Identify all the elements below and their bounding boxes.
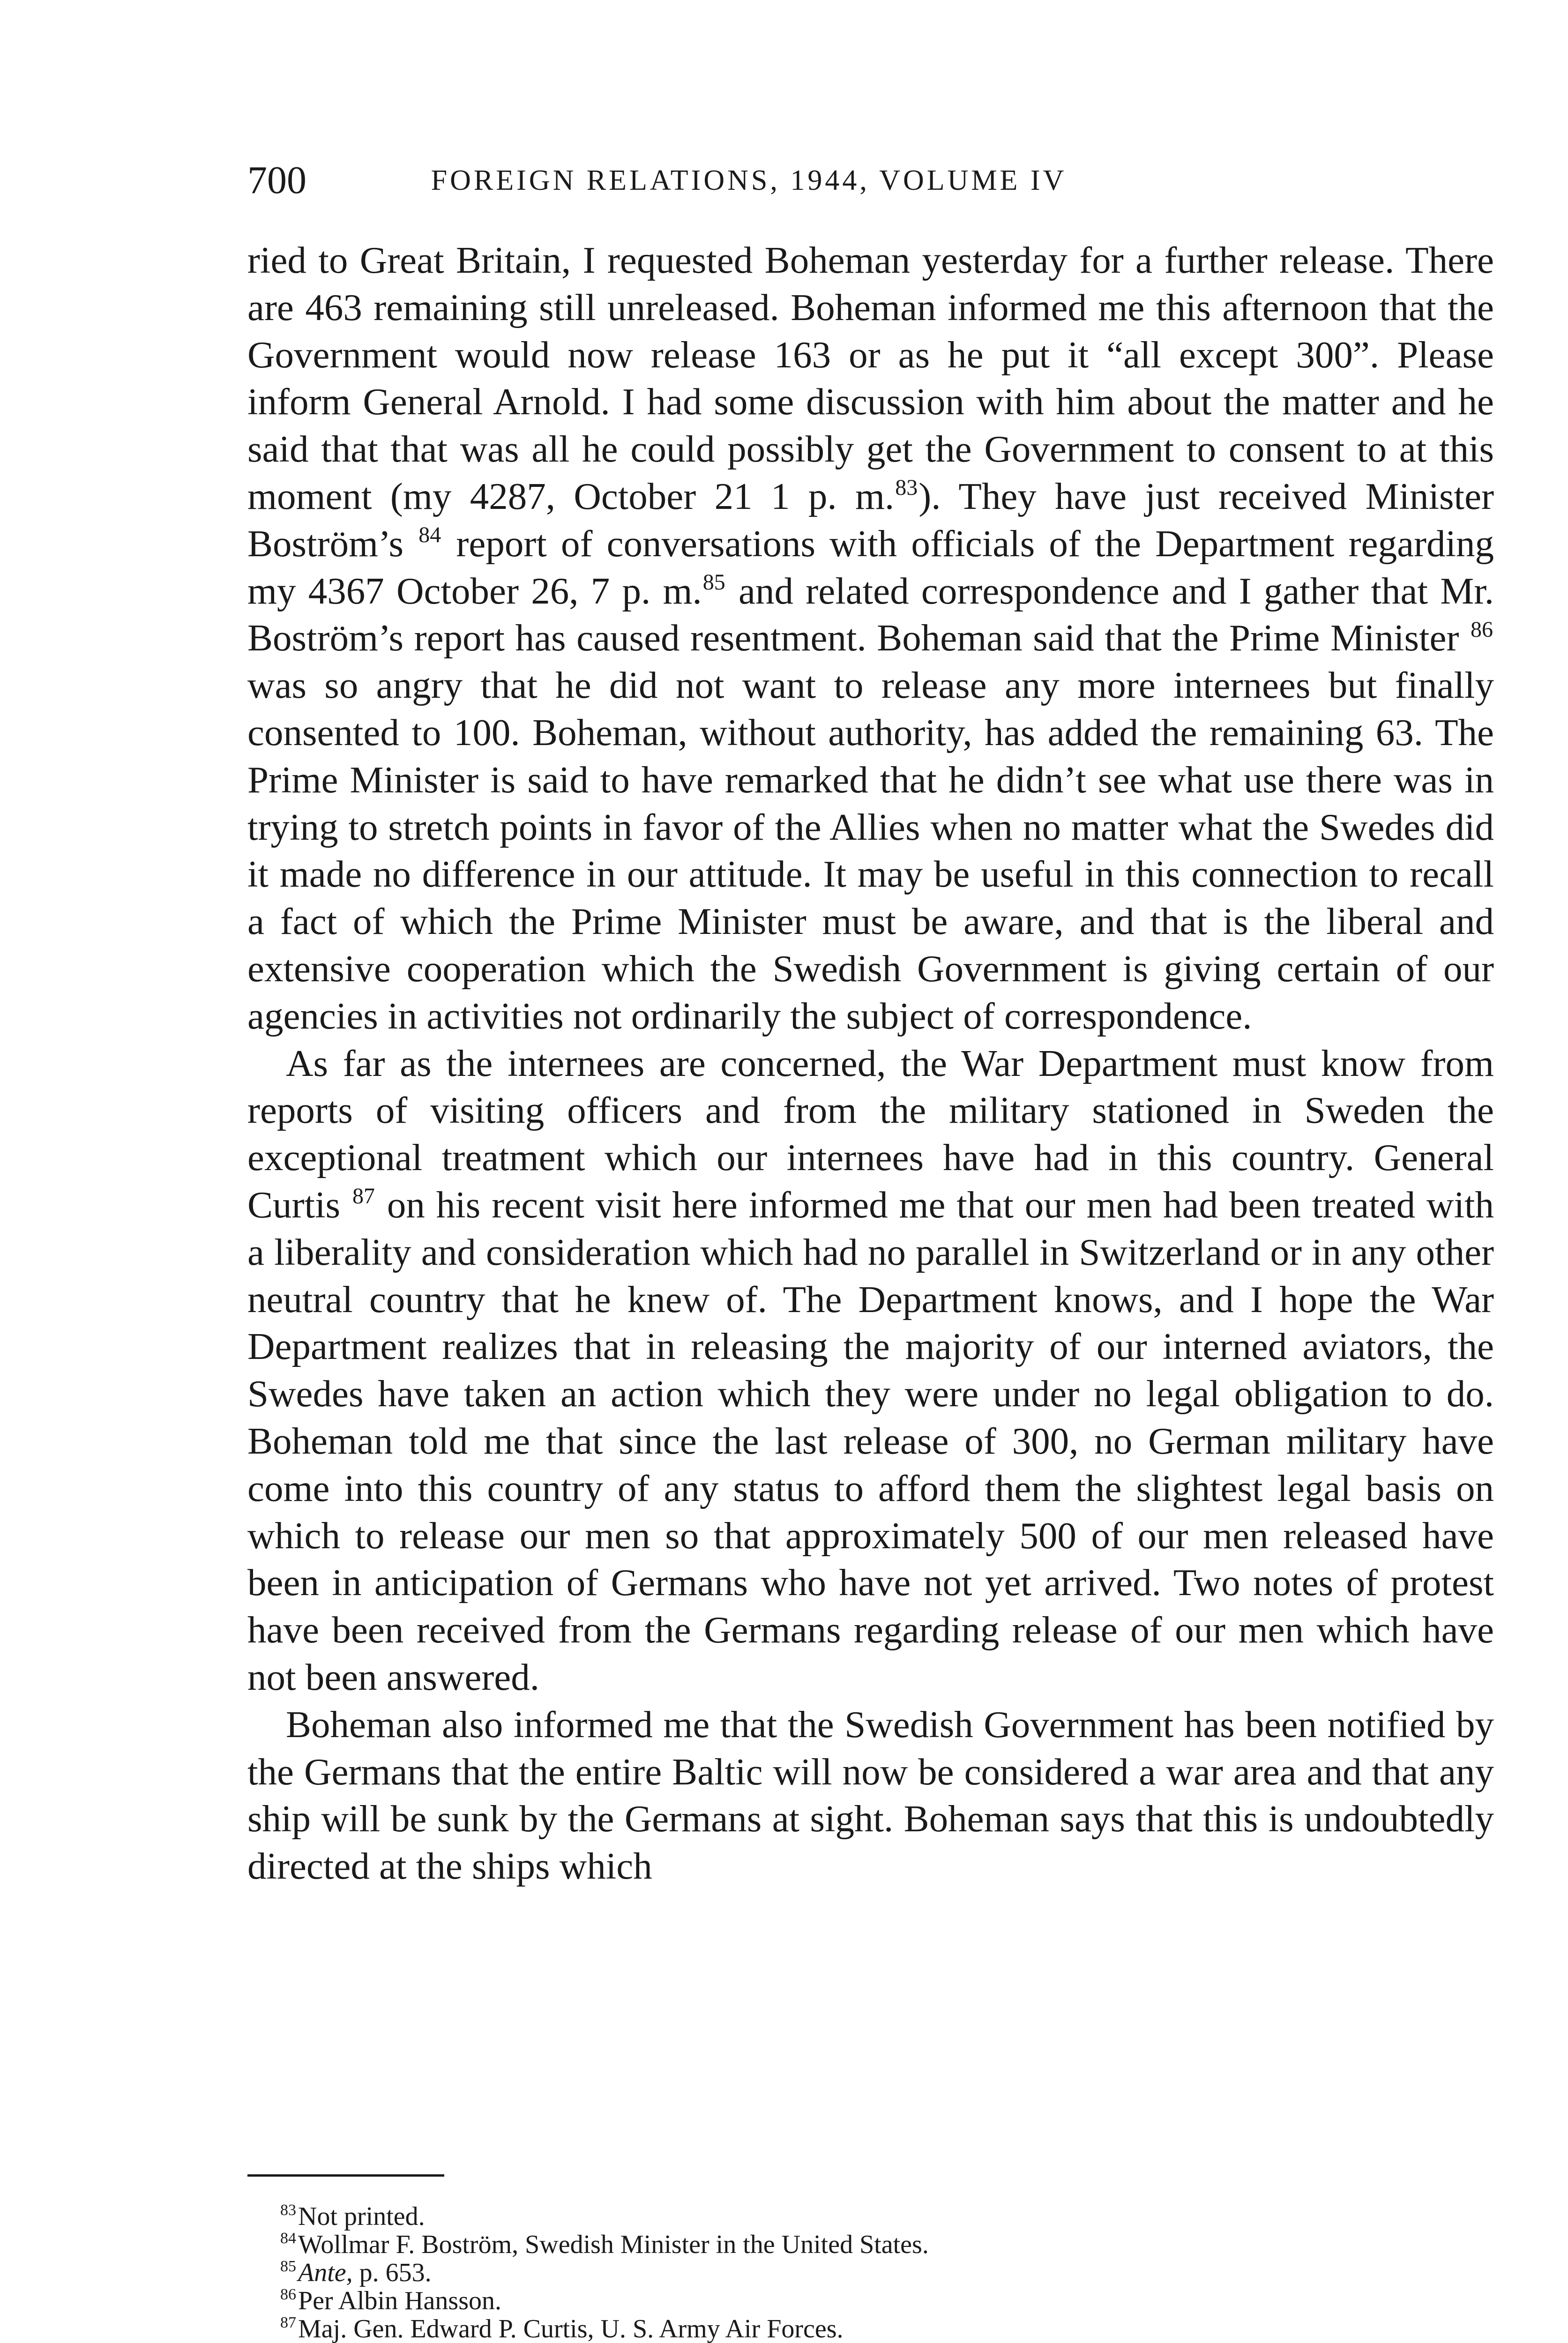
footnote-text: Wollmar F. Boström, Swedish Minister in the United States. xyxy=(298,2230,929,2259)
page-number: 700 xyxy=(247,158,306,202)
paragraph-1 xyxy=(247,237,1494,1040)
footnote-number: 86 xyxy=(280,2285,296,2303)
paragraph-3 xyxy=(247,1701,1494,1890)
paragraph-1-part-3: report of conversations with officials of the Department regarding my 4367 October 26, 7 p. m. xyxy=(247,522,1494,612)
footnotes xyxy=(280,2202,1452,2343)
footnote-ref-85: 85 xyxy=(702,569,725,595)
footnote-number: 87 xyxy=(280,2313,296,2331)
paragraph-2-part-2: on his recent visit here informed me that our men had been treated with a liberality and consideration which had no parallel in Switzerland or in any other neutral country that he knew of. The Department knows, and I hope the War Department realizes that in releasing the majority of our interned aviators, the Swedes have taken an action which they were under no legal obligation to do. Boheman told me that since the last release of 300, no German military have come into this country of any status to afford them the slightest legal basis on which to release our men so that approximately 500 of our men released have been in anticipation of Germans who have not yet arrived. Two notes of protest have been received from the Germans regarding release of our men which have not been answered. xyxy=(247,1183,1494,1698)
paragraph-3-part-1: Boheman also informed me that the Swedish Government has been notified by the Germans that the entire Baltic will now be considered a war area and that any ship will be sunk by the Germans at sight. Boheman says that this is undoubtedly directed at the ships which xyxy=(247,1703,1494,1888)
page-header xyxy=(247,155,1494,206)
body-text xyxy=(247,237,1494,1890)
paragraph-1-part-1: ried to Great Britain, I requested Boheman yesterday for a further release. There are 463 remaining still unreleased. Boheman informed me this afternoon that the Government would now release 163 or as he put it “all except 300”. Please inform General Arnold. I had some discussion with him about the matter and he said that that was all he could possibly get the Government to consent to at this moment (my 4287, October 21 1 p. m. xyxy=(247,239,1494,517)
paragraph-1-part-5: was so angry that he did not want to release any more internees but finally consented to 100. Boheman, without authority, has added the remaining 63. The Prime Minister is said to have remarked that he didn’t see what use there was in trying to stretch points in favor of the Allies when no matter what the Swedes did it made no difference in our attitude. It may be useful in this connection to recall a fact of which the Prime Minister must be aware, and that is the liberal and extensive cooperation which the Swedish Government is giving certain of our agencies in activities not ordinarily the subject of correspondence. xyxy=(247,664,1494,1037)
running-head: FOREIGN RELATIONS, 1944, VOLUME IV xyxy=(431,164,1067,196)
footnote-84 xyxy=(280,2231,1452,2259)
footnote-text: Maj. Gen. Edward P. Curtis, U. S. Army Air Forces. xyxy=(298,2314,844,2343)
footnote-87 xyxy=(280,2315,1452,2343)
footnote-text: Not printed. xyxy=(298,2202,425,2231)
footnote-85 xyxy=(280,2259,1452,2287)
paragraph-2 xyxy=(247,1040,1494,1701)
paragraph-1-part-4: and related correspondence and I gather that Mr. Boström’s report has caused resentment. Boheman said that the Prime Minister xyxy=(247,569,1494,659)
paragraph-2-part-1: As far as the internees are concerned, the War Department must know from reports of visiting officers and from the military stationed in Sweden the exceptional treatment which our internees have had in this country. General Curtis xyxy=(247,1042,1494,1226)
footnote-italic-text: Ante, xyxy=(298,2258,353,2287)
paragraph-1-part-2: ). They have just received Minister Boström’s xyxy=(247,475,1494,565)
footnote-83 xyxy=(280,2202,1452,2231)
footnote-ref-87: 87 xyxy=(352,1184,375,1209)
footnote-ref-84: 84 xyxy=(418,522,441,548)
footnote-number: 83 xyxy=(280,2201,296,2219)
footnote-86 xyxy=(280,2287,1452,2315)
footnote-text: p. 653. xyxy=(359,2258,432,2287)
footnote-number: 85 xyxy=(280,2257,296,2275)
footnote-number: 84 xyxy=(280,2229,296,2247)
footnote-ref-86: 86 xyxy=(1471,617,1493,642)
footnote-text: Per Albin Hansson. xyxy=(298,2286,501,2315)
footnote-divider xyxy=(247,2174,444,2177)
footnote-ref-83: 83 xyxy=(895,475,918,500)
